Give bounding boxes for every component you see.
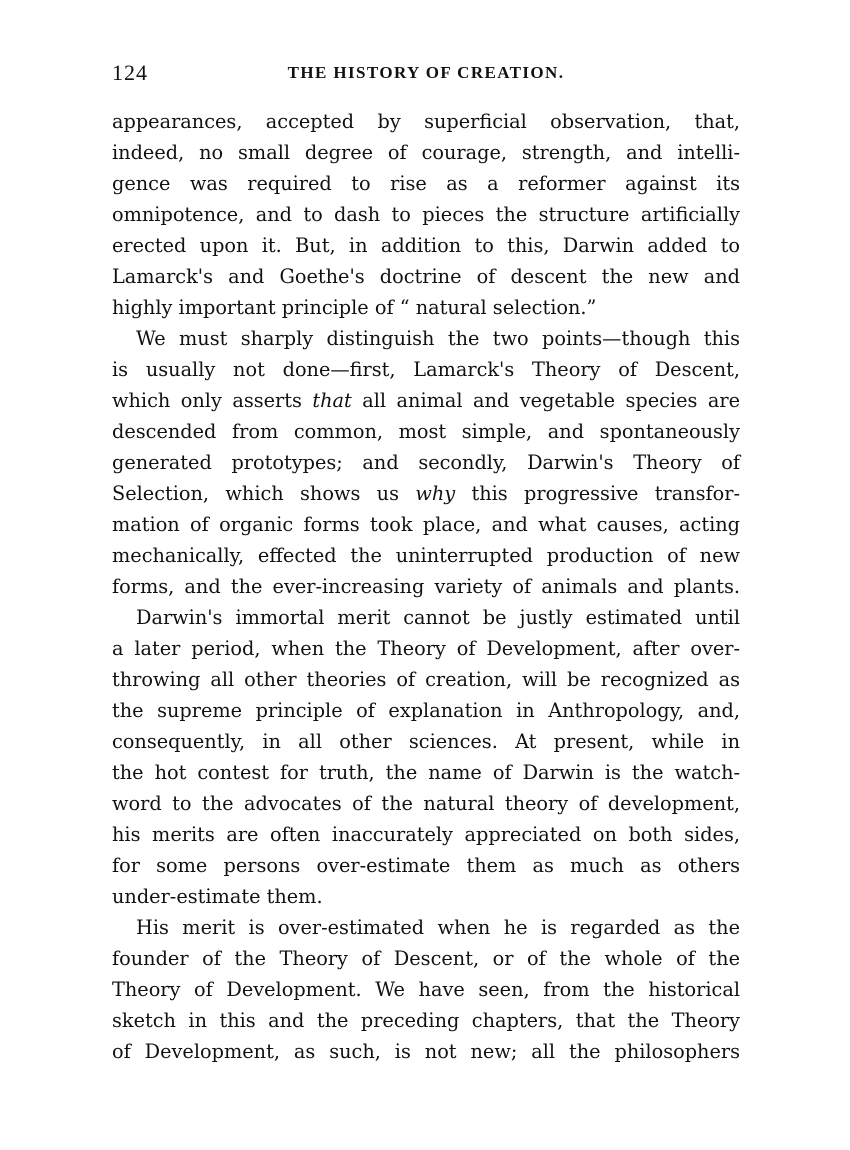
text-line: the supreme principle of explanation in Anthropology, and, [112,699,740,722]
body-text [112,106,740,1067]
text-line: gence was required to rise as a reformer against its [112,172,740,195]
text-line: which only asserts that all animal and vegetable species are [112,389,740,412]
text-line: of Development, as such, is not new; all the philosophers [112,1040,740,1063]
paragraph-3 [112,602,740,912]
page-header [112,58,740,88]
text-line: sketch in this and the preceding chapters, that the Theory [112,1009,740,1032]
text-line: his merits are often inaccurately appreciated on both sides, [112,823,740,846]
paragraph-4 [112,912,740,1067]
text-line: We must sharply distinguish the two points—though this [136,327,740,350]
text-line: Darwin's immortal merit cannot be justly estimated until [136,606,740,629]
paragraph-2 [112,323,740,602]
text-line: omnipotence, and to dash to pieces the structure artificially [112,203,740,226]
paragraph-1 [112,106,740,323]
emphasis: that [312,389,352,412]
text-line: under-estimate them. [112,885,323,908]
text-line: Selection, which shows us why this progressive transfor- [112,482,740,505]
text-line: Lamarck's and Goethe's doctrine of descent the new and [112,265,740,288]
running-title: THE HISTORY OF CREATION. [287,63,565,82]
text-line: mation of organic forms took place, and what causes, acting [112,513,740,536]
text-line: highly important principle of “ natural selection.” [112,296,597,319]
text-line: erected upon it. But, in addition to this, Darwin added to [112,234,740,257]
text-line: generated prototypes; and secondly, Darwin's Theory of [112,451,740,474]
text-line: indeed, no small degree of courage, strength, and intelli- [112,141,740,164]
text-line: is usually not done—first, Lamarck's Theory of Descent, [112,358,740,381]
text-line: for some persons over-estimate them as much as others [112,854,740,877]
text-line: appearances, accepted by superficial observation, that, [112,110,740,133]
emphasis: why [415,482,456,505]
text-line: a later period, when the Theory of Development, after over- [112,637,740,660]
text-line: word to the advocates of the natural theory of development, [112,792,740,815]
text-line: descended from common, most simple, and spontaneously [112,420,740,443]
text-line: the hot contest for truth, the name of Darwin is the watch- [112,761,740,784]
text-line: throwing all other theories of creation, will be recognized as [112,668,740,691]
page-number: 124 [112,60,148,85]
text-line: forms, and the ever-increasing variety of animals and plants. [112,575,740,598]
text-line: mechanically, effected the uninterrupted production of new [112,544,740,567]
text-line: founder of the Theory of Descent, or of the whole of the [112,947,740,970]
text-line: consequently, in all other sciences. At present, while in [112,730,740,753]
text-line: His merit is over-estimated when he is regarded as the [136,916,740,939]
text-line: Theory of Development. We have seen, from the historical [112,978,740,1001]
